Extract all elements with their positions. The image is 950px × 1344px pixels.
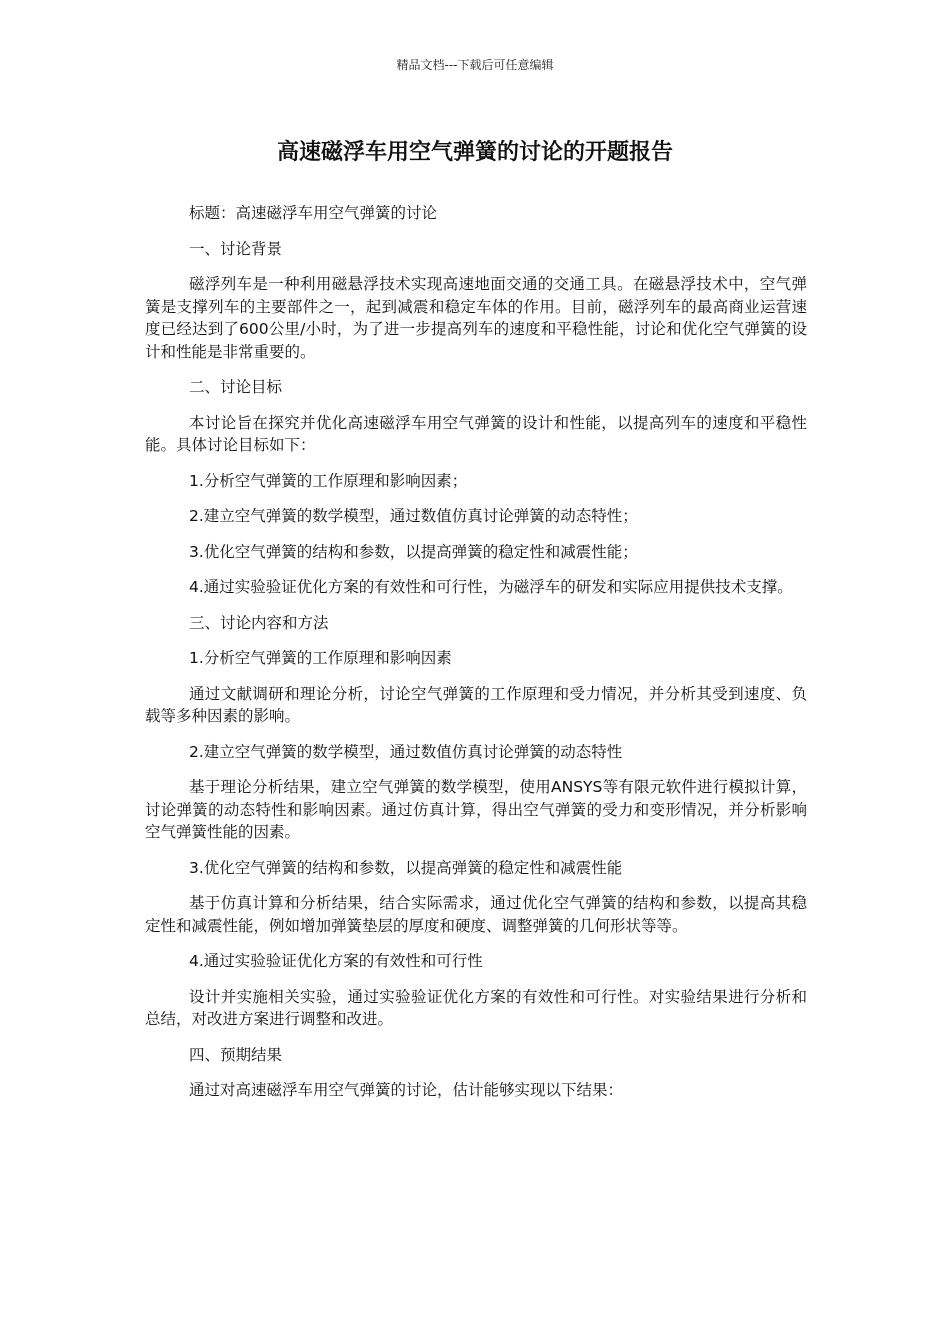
section-heading-methods: 三、讨论内容和方法 xyxy=(189,613,329,632)
header-note: 精品文档---下载后可任意编辑 xyxy=(396,58,554,72)
document-title: 高速磁浮车用空气弹簧的讨论的开题报告 xyxy=(276,140,673,165)
method-heading-4: 4.通过实验验证优化方案的有效性和可行性 xyxy=(189,952,483,970)
document-body xyxy=(145,202,807,1115)
method-heading-3: 3.优化空气弹簧的结构和参数，以提高弹簧的稳定性和减震性能 xyxy=(189,858,623,877)
section-heading-goals: 二、讨论目标 xyxy=(189,378,283,396)
goal-item-2: 2.建立空气弹簧的数学模型，通过数值仿真讨论弹簧的动态特性； xyxy=(189,507,638,525)
goal-item-3: 3.优化空气弹簧的结构和参数，以提高弹簧的稳定性和减震性能； xyxy=(189,542,638,561)
section-heading-background: 一、讨论背景 xyxy=(189,239,283,258)
paragraph-title-line: 标题：高速磁浮车用空气弹簧的讨论 xyxy=(189,204,438,222)
method-paragraph-1: 通过文献调研和理论分析，讨论空气弹簧的工作原理和受力情况，并分析其受到速度、负载等多种因素的影响。 xyxy=(145,684,807,725)
goal-item-4: 4.通过实验验证优化方案的有效性和可行性，为磁浮车的研发和实际应用提供技术支撑。 xyxy=(189,578,793,596)
goal-item-1: 1.分析空气弹簧的工作原理和影响因素； xyxy=(189,471,468,490)
paragraph-goals-intro: 本讨论旨在探究并优化高速磁浮车用空气弹簧的设计和性能，以提高列车的速度和平稳性能。具体讨论目标如下： xyxy=(145,413,807,454)
method-paragraph-2: 基于理论分析结果，建立空气弹簧的数学模型，使用ANSYS等有限元软件进行模拟计算，讨论弹簧的动态特性和影响因素。通过仿真计算，得出空气弹簧的受力和变形情况，并分析影响空气弹簧性能的因素。 xyxy=(145,778,807,841)
method-paragraph-3: 基于仿真计算和分析结果，结合实际需求，通过优化空气弹簧的结构和参数，以提高其稳定性和减震性能，例如增加弹簧垫层的厚度和硬度、调整弹簧的几何形状等等。 xyxy=(145,894,807,935)
method-heading-1: 1.分析空气弹簧的工作原理和影响因素 xyxy=(189,649,452,667)
method-paragraph-4: 设计并实施相关实验，通过实验验证优化方案的有效性和可行性。对实验结果进行分析和总结，对改进方案进行调整和改进。 xyxy=(145,987,807,1028)
paragraph-expected-results: 通过对高速磁浮车用空气弹簧的讨论，估计能够实现以下结果： xyxy=(189,1081,624,1099)
section-heading-expected-results: 四、预期结果 xyxy=(189,1045,283,1064)
paragraph-background: 磁浮列车是一种利用磁悬浮技术实现高速地面交通的交通工具。在磁悬浮技术中，空气弹簧是支撑列车的主要部件之一，起到减震和稳定车体的作用。目前，磁浮列车的最高商业运营速度已经达到了600公里/小时，为了进一步提高列车的速度和平稳性能，讨论和优化空气弹簧的设计和性能是非常重要的。 xyxy=(145,275,807,361)
method-heading-2: 2.建立空气弹簧的数学模型，通过数值仿真讨论弹簧的动态特性 xyxy=(189,742,623,761)
